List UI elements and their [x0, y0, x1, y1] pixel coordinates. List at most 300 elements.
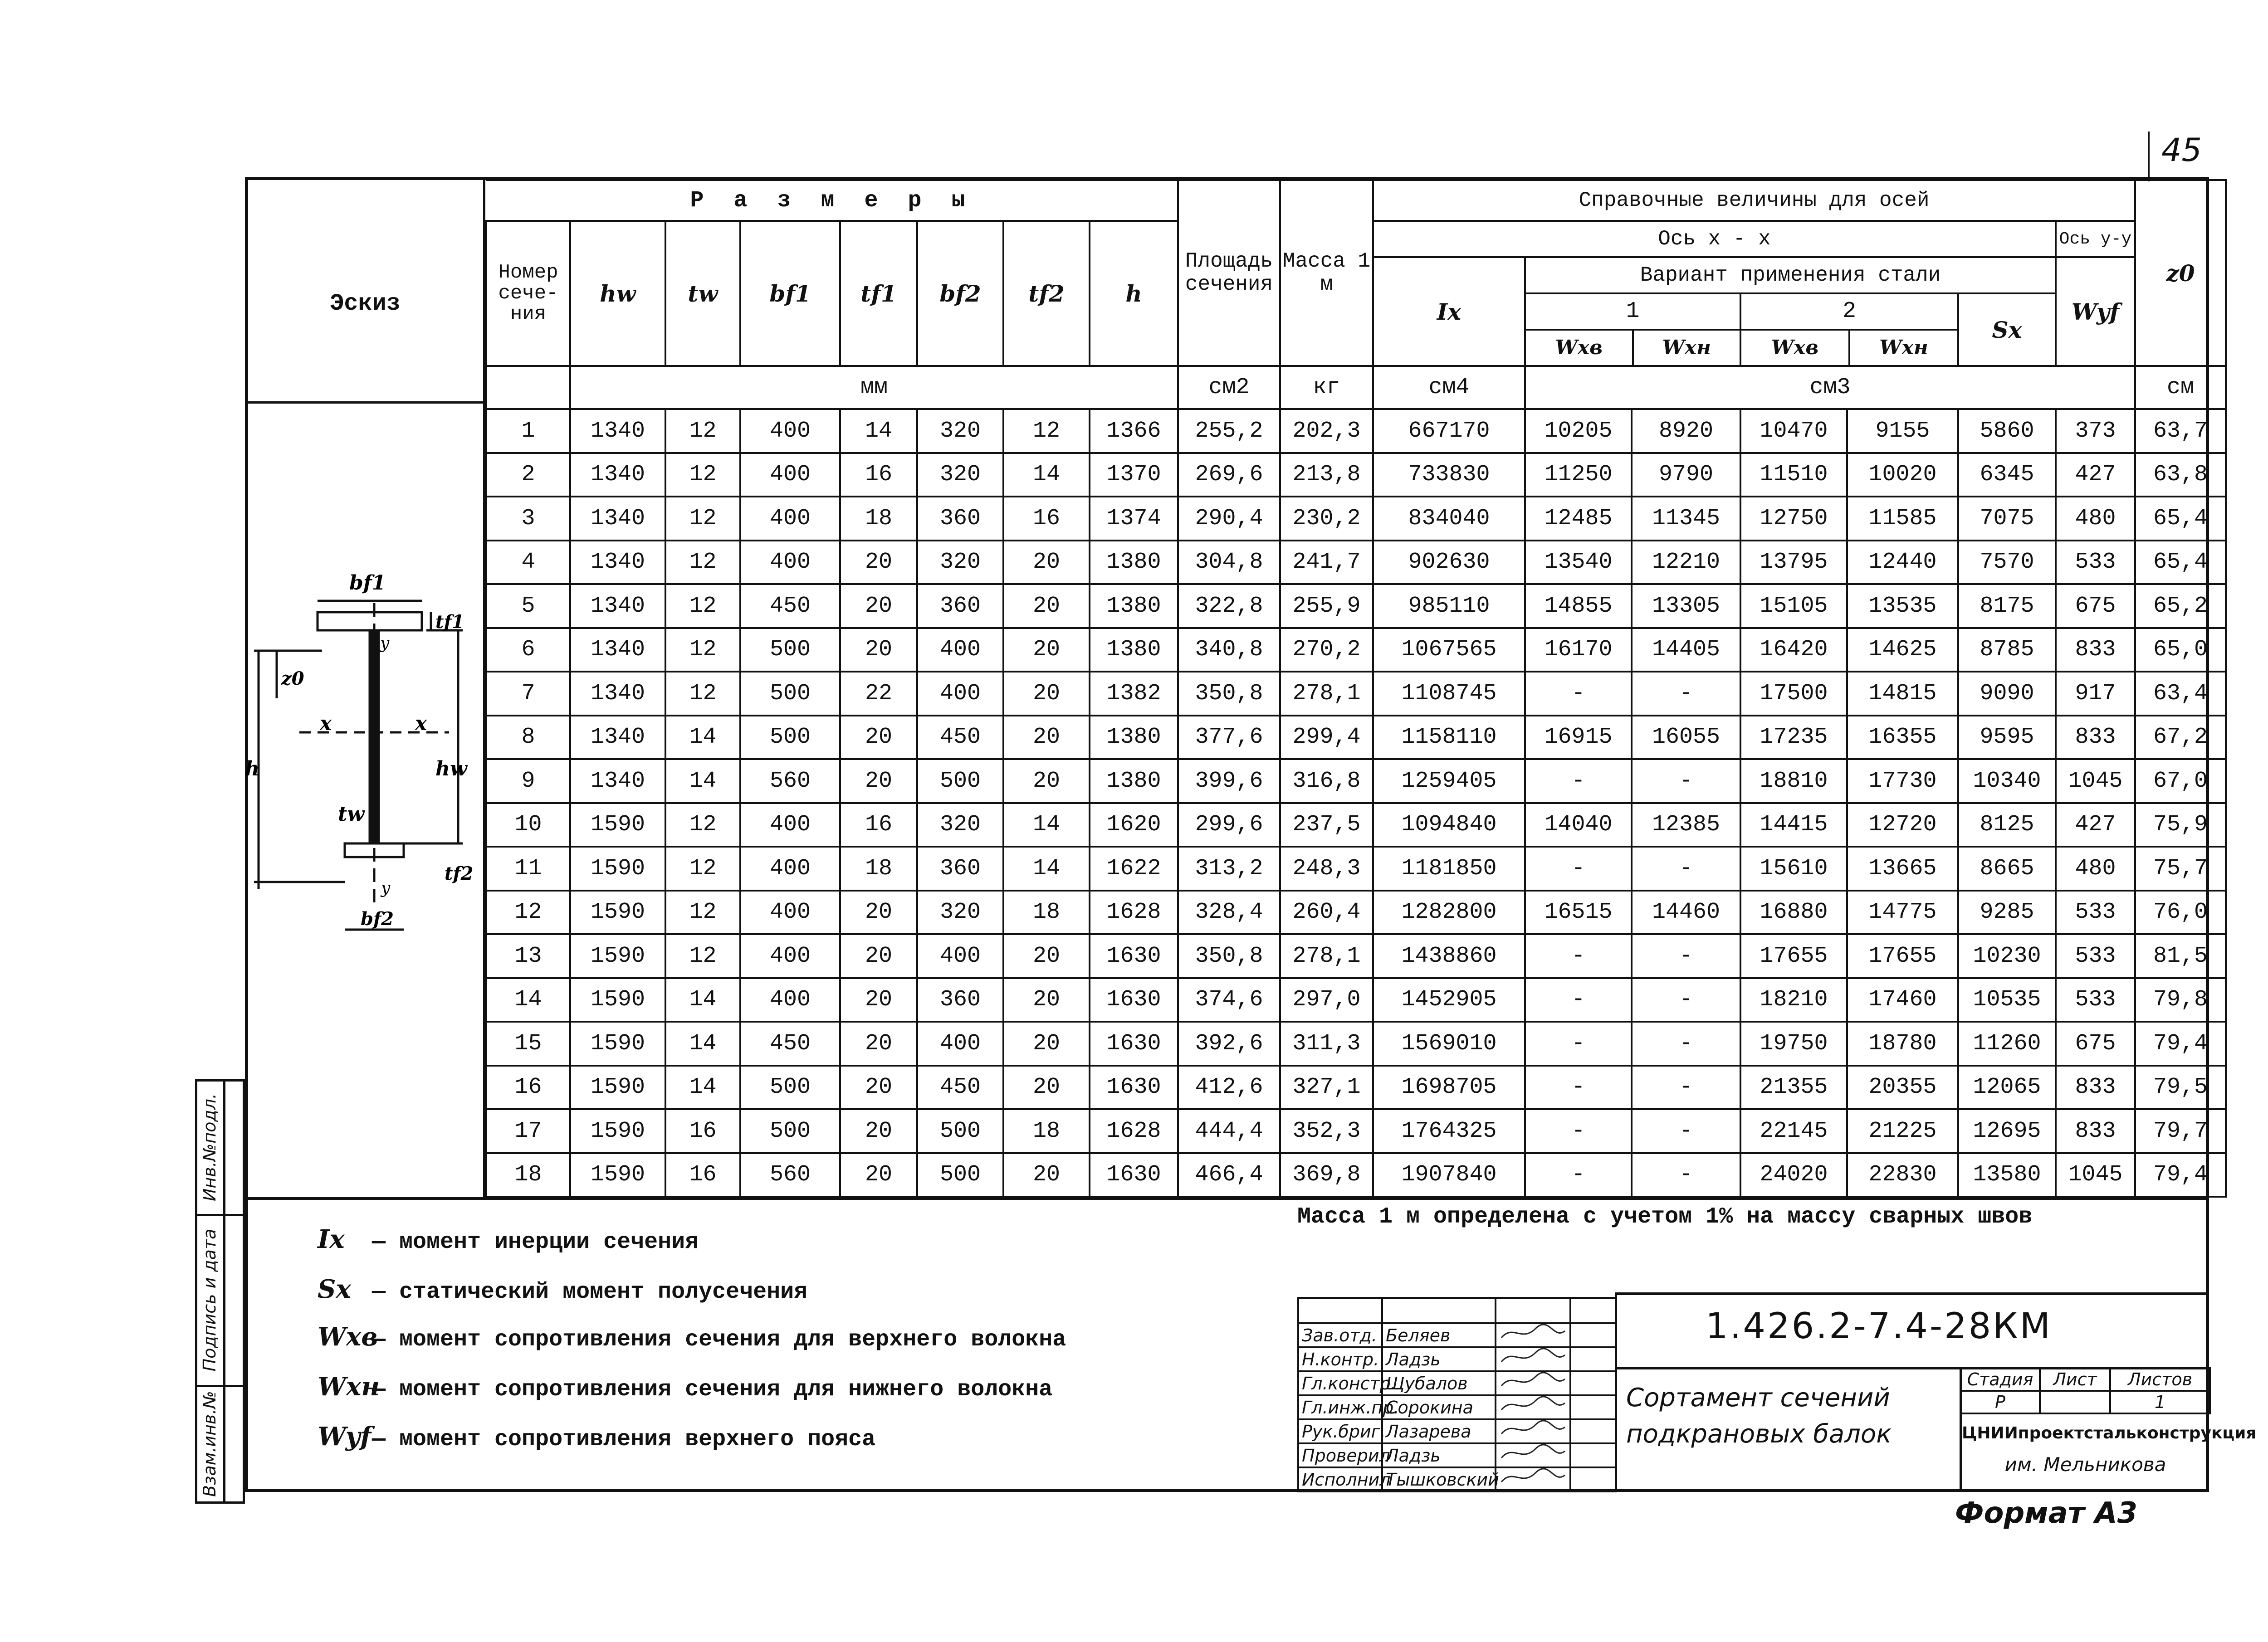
table-cell: 17655: [1740, 934, 1847, 978]
signature-row: [1298, 1347, 1616, 1371]
sections-table: [485, 179, 2227, 1198]
table-cell: 20: [840, 541, 917, 585]
table-cell: 6: [486, 628, 570, 672]
table-cell: 8175: [1958, 584, 2056, 628]
table-cell: 412,6: [1178, 1066, 1280, 1110]
table-cell: 675: [2056, 1022, 2135, 1066]
table-cell: 466,4: [1178, 1153, 1280, 1197]
table-cell: -: [1632, 759, 1740, 803]
unit-kg: кг: [1280, 366, 1373, 409]
table-cell: 1108745: [1373, 672, 1525, 716]
tf2-header: tf2: [1003, 221, 1090, 366]
sx-header: Sx: [1958, 293, 2056, 366]
table-cell: 10020: [1847, 453, 1958, 497]
unit-cm2: см2: [1178, 366, 1280, 409]
table-cell: 560: [740, 1153, 840, 1197]
table-cell: 14: [486, 978, 570, 1022]
tf1-header: tf1: [840, 221, 917, 366]
unit-cm3: см3: [1525, 366, 2135, 409]
table-cell: 1630: [1090, 934, 1178, 978]
table-cell: 14: [665, 1022, 740, 1066]
signature-mark: [1496, 1443, 1570, 1467]
table-cell: 374,6: [1178, 978, 1280, 1022]
table-cell: 352,3: [1280, 1109, 1373, 1153]
table-cell: 12: [665, 847, 740, 891]
table-cell: 20: [840, 891, 917, 935]
table-cell: 20: [840, 978, 917, 1022]
table-cell: 11510: [1740, 453, 1847, 497]
table-cell: 12210: [1632, 541, 1740, 585]
table-cell: 16: [840, 453, 917, 497]
signature-role: Проверил: [1298, 1443, 1382, 1467]
table-cell: -: [1632, 978, 1740, 1022]
sketch-label-z0: z0: [281, 668, 304, 689]
table-cell: 13535: [1847, 584, 1958, 628]
sketch-label-tw: tw: [338, 803, 365, 826]
table-cell: 255,9: [1280, 584, 1373, 628]
table-cell: 400: [740, 497, 840, 541]
table-cell: 299,6: [1178, 803, 1280, 847]
table-cell: 1590: [570, 1153, 665, 1197]
table-cell: -: [1525, 672, 1632, 716]
table-cell: 20: [840, 759, 917, 803]
tw-header: tw: [665, 221, 740, 366]
table-cell: -: [1632, 934, 1740, 978]
table-cell: 1340: [570, 672, 665, 716]
table-cell: 16170: [1525, 628, 1632, 672]
table-cell: 20: [1003, 716, 1090, 760]
table-cell: 12: [665, 584, 740, 628]
table-cell: 14: [665, 978, 740, 1022]
table-cell: 10535: [1958, 978, 2056, 1022]
table-cell: 13: [486, 934, 570, 978]
table-cell: 213,8: [1280, 453, 1373, 497]
legend-item: [318, 1322, 1066, 1353]
table-cell: 18: [840, 847, 917, 891]
table-cell: 260,4: [1280, 891, 1373, 935]
table-cell: 16515: [1525, 891, 1632, 935]
table-cell: 10230: [1958, 934, 2056, 978]
steel-variant-header: Вариант применения стали: [1525, 257, 2056, 293]
table-cell: 834040: [1373, 497, 1525, 541]
i-beam-sketch: [245, 562, 481, 970]
table-cell: 18: [486, 1153, 570, 1197]
table-cell: 20355: [1847, 1066, 1958, 1110]
legend-symbol: Ix: [318, 1224, 345, 1254]
table-cell: 18780: [1847, 1022, 1958, 1066]
table-cell: 1340: [570, 453, 665, 497]
table-cell: 12: [665, 497, 740, 541]
table-cell: 1907840: [1373, 1153, 1525, 1197]
table-cell: 76,0: [2135, 891, 2226, 935]
table-cell: 12: [665, 628, 740, 672]
table-cell: 320: [917, 409, 1003, 453]
table-cell: 327,1: [1280, 1066, 1373, 1110]
table-cell: 1259405: [1373, 759, 1525, 803]
table-cell: 833: [2056, 628, 2135, 672]
bf2-header: bf2: [917, 221, 1003, 366]
axis-xx-header: Ось x - x: [1373, 221, 2056, 257]
sketch-header: Эскиз: [329, 290, 401, 317]
table-cell: 373: [2056, 409, 2135, 453]
table-cell: 450: [740, 1022, 840, 1066]
table-cell: 12065: [1958, 1066, 2056, 1110]
table-cell: 63,4: [2135, 672, 2226, 716]
table-cell: 18: [1003, 1109, 1090, 1153]
legend-text: — статический момент полусечения: [372, 1279, 808, 1305]
table-cell: 9285: [1958, 891, 2056, 935]
table-cell: 14460: [1632, 891, 1740, 935]
table-cell: -: [1525, 1153, 1632, 1197]
table-cell: 427: [2056, 803, 2135, 847]
signature-role: Исполнил: [1298, 1467, 1382, 1491]
table-cell: 14775: [1847, 891, 1958, 935]
table-cell: 79,7: [2135, 1109, 2226, 1153]
table-cell: 14: [665, 1066, 740, 1110]
variant-2-header: 2 Wxв Wxн: [1740, 293, 1958, 366]
table-cell: 16: [1003, 497, 1090, 541]
table-cell: 9: [486, 759, 570, 803]
table-cell: 20: [840, 716, 917, 760]
table-cell: 320: [917, 891, 1003, 935]
table-cell: 322,8: [1178, 584, 1280, 628]
table-cell: 1590: [570, 934, 665, 978]
table-cell: 230,2: [1280, 497, 1373, 541]
table-cell: 16880: [1740, 891, 1847, 935]
table-cell: 79,4: [2135, 1153, 2226, 1197]
signature-mark: [1496, 1467, 1570, 1491]
table-cell: 14: [1003, 803, 1090, 847]
table-row: [486, 453, 2226, 497]
table-cell: 350,8: [1178, 934, 1280, 978]
table-cell: 19750: [1740, 1022, 1847, 1066]
table-cell: 1382: [1090, 672, 1178, 716]
table-cell: 1340: [570, 716, 665, 760]
table-cell: 12: [665, 541, 740, 585]
table-cell: 255,2: [1178, 409, 1280, 453]
table-cell: 427: [2056, 453, 2135, 497]
signature-row: [1298, 1371, 1616, 1395]
table-cell: 400: [740, 847, 840, 891]
legend-text: — момент сопротивления сечения для верхнего волокна: [372, 1327, 1066, 1353]
table-row: [486, 847, 2226, 891]
dimensions-group-header: Р а з м е р ы: [486, 180, 1178, 221]
signature-name: Лазарева: [1382, 1419, 1496, 1443]
table-cell: 17500: [1740, 672, 1847, 716]
table-cell: 500: [740, 1066, 840, 1110]
table-cell: 16420: [1740, 628, 1847, 672]
table-cell: 1630: [1090, 978, 1178, 1022]
table-cell: 833: [2056, 1109, 2135, 1153]
signature-row: [1298, 1395, 1616, 1419]
table-cell: 14: [1003, 453, 1090, 497]
table-row: [486, 584, 2226, 628]
table-row: [486, 759, 2226, 803]
table-cell: 360: [917, 847, 1003, 891]
table-cell: 1590: [570, 891, 665, 935]
table-cell: 9155: [1847, 409, 1958, 453]
table-cell: -: [1632, 1109, 1740, 1153]
table-cell: 9090: [1958, 672, 2056, 716]
area-header: Площадь сечения: [1178, 180, 1280, 366]
table-cell: 1045: [2056, 1153, 2135, 1197]
table-cell: 1438860: [1373, 934, 1525, 978]
table-cell: 14: [840, 409, 917, 453]
table-cell: 400: [740, 409, 840, 453]
signature-name: Ладзь: [1382, 1443, 1496, 1467]
table-cell: 11345: [1632, 497, 1740, 541]
table-cell: 316,8: [1280, 759, 1373, 803]
table-cell: 299,4: [1280, 716, 1373, 760]
table-cell: -: [1632, 672, 1740, 716]
mass-header: Масса 1 м: [1280, 180, 1373, 366]
table-cell: 500: [917, 1153, 1003, 1197]
table-cell: 1452905: [1373, 978, 1525, 1022]
table-cell: -: [1632, 847, 1740, 891]
table-cell: 320: [917, 803, 1003, 847]
table-cell: 400: [917, 1022, 1003, 1066]
signature-row: [1298, 1419, 1616, 1443]
table-cell: 12750: [1740, 497, 1847, 541]
legend-item: [318, 1422, 875, 1452]
table-cell: 75,9: [2135, 803, 2226, 847]
signature-name: Тышковский: [1382, 1467, 1496, 1491]
table-cell: 14040: [1525, 803, 1632, 847]
table-cell: 14: [1003, 847, 1090, 891]
table-row: [486, 1153, 2226, 1197]
table-cell: 500: [917, 759, 1003, 803]
table-cell: 400: [740, 803, 840, 847]
sketch-label-x-left: x: [320, 712, 332, 735]
axis-yy-header: Ось у-у: [2056, 221, 2135, 257]
table-cell: 400: [917, 934, 1003, 978]
table-cell: 15610: [1740, 847, 1847, 891]
table-cell: 7075: [1958, 497, 2056, 541]
table-cell: 21355: [1740, 1066, 1847, 1110]
table-cell: 500: [740, 628, 840, 672]
table-cell: 20: [1003, 934, 1090, 978]
section-number-header: Номер сече- ния: [486, 221, 570, 366]
table-cell: 1630: [1090, 1153, 1178, 1197]
stage-value: Р: [1960, 1391, 2040, 1413]
signature-role: Гл.инж.пр.: [1298, 1395, 1382, 1419]
table-cell: 304,8: [1178, 541, 1280, 585]
table-cell: -: [1632, 1066, 1740, 1110]
signature-name: Сорокина: [1382, 1395, 1496, 1419]
table-cell: 15105: [1740, 584, 1847, 628]
table-cell: 1380: [1090, 541, 1178, 585]
table-cell: 12440: [1847, 541, 1958, 585]
table-cell: 11260: [1958, 1022, 2056, 1066]
table-cell: 11250: [1525, 453, 1632, 497]
table-cell: 67,0: [2135, 759, 2226, 803]
table-cell: 1: [486, 409, 570, 453]
table-cell: 79,4: [2135, 1022, 2226, 1066]
signature-row: [1298, 1467, 1616, 1491]
table-cell: 20: [1003, 1022, 1090, 1066]
sketch-label-bf1: bf1: [349, 571, 386, 594]
table-cell: 20: [840, 1066, 917, 1110]
table-cell: 14: [665, 759, 740, 803]
table-cell: 20: [1003, 672, 1090, 716]
table-cell: 1620: [1090, 803, 1178, 847]
table-cell: 377,6: [1178, 716, 1280, 760]
table-cell: 17235: [1740, 716, 1847, 760]
ix-header: Ix: [1373, 257, 1525, 366]
table-cell: 12: [665, 803, 740, 847]
legend-symbol: Wxв: [318, 1322, 378, 1352]
signature-role: Н.контр.: [1298, 1347, 1382, 1371]
table-cell: 20: [1003, 978, 1090, 1022]
table-cell: 17730: [1847, 759, 1958, 803]
table-cell: 12720: [1847, 803, 1958, 847]
table-cell: 1698705: [1373, 1066, 1525, 1110]
table-row: [486, 672, 2226, 716]
organization-line-1: ЦНИИпроектстальконструкция: [1962, 1424, 2257, 1442]
table-row: [486, 716, 2226, 760]
table-cell: 328,4: [1178, 891, 1280, 935]
table-cell: 1590: [570, 978, 665, 1022]
variant-1-header: 1 Wxв Wxн: [1525, 293, 1740, 366]
table-cell: 1366: [1090, 409, 1178, 453]
table-cell: 65,2: [2135, 584, 2226, 628]
table-row: [486, 541, 2226, 585]
sheets-value: 1: [2110, 1391, 2210, 1413]
table-cell: 400: [740, 934, 840, 978]
table-cell: 1340: [570, 584, 665, 628]
table-cell: 444,4: [1178, 1109, 1280, 1153]
table-cell: 311,3: [1280, 1022, 1373, 1066]
signature-row: [1298, 1443, 1616, 1467]
table-cell: 833: [2056, 1066, 2135, 1110]
signature-role: Рук.бриг.: [1298, 1419, 1382, 1443]
table-cell: 400: [917, 628, 1003, 672]
table-cell: 278,1: [1280, 672, 1373, 716]
table-cell: 1590: [570, 847, 665, 891]
title-line-2: подкрановых балок: [1626, 1419, 1892, 1449]
wyf-header: Wyf: [2056, 257, 2135, 366]
table-cell: 12: [665, 409, 740, 453]
table-cell: 14415: [1740, 803, 1847, 847]
table-cell: 8665: [1958, 847, 2056, 891]
table-cell: 500: [740, 1109, 840, 1153]
table-cell: 7570: [1958, 541, 2056, 585]
table-cell: 270,2: [1280, 628, 1373, 672]
table-cell: 1622: [1090, 847, 1178, 891]
table-cell: 5: [486, 584, 570, 628]
table-cell: 1094840: [1373, 803, 1525, 847]
sketch-label-hw: hw: [435, 757, 467, 780]
table-cell: 241,7: [1280, 541, 1373, 585]
table-cell: 733830: [1373, 453, 1525, 497]
table-cell: 7: [486, 672, 570, 716]
table-cell: 65,0: [2135, 628, 2226, 672]
table-cell: 79,8: [2135, 978, 2226, 1022]
unit-cm4: см4: [1373, 366, 1525, 409]
table-cell: 1045: [2056, 759, 2135, 803]
table-cell: 16915: [1525, 716, 1632, 760]
table-cell: 10205: [1525, 409, 1632, 453]
bf1-header: bf1: [740, 221, 840, 366]
table-cell: 20: [840, 1022, 917, 1066]
table-cell: 12385: [1632, 803, 1740, 847]
table-cell: 1158110: [1373, 716, 1525, 760]
table-cell: 20: [840, 934, 917, 978]
sketch-label-h: h: [245, 757, 259, 780]
table-cell: 63,7: [2135, 409, 2226, 453]
table-row: [486, 1109, 2226, 1153]
organization-line-2: им. Мельникова: [2004, 1453, 2166, 1476]
legend-symbol: Wyf: [318, 1422, 371, 1452]
table-cell: 65,4: [2135, 541, 2226, 585]
signature-name: Щубалов: [1382, 1371, 1496, 1395]
table-cell: 1340: [570, 541, 665, 585]
sketch-label-y-bottom: y: [381, 879, 391, 897]
table-cell: 22830: [1847, 1153, 1958, 1197]
table-cell: 360: [917, 978, 1003, 1022]
table-cell: 12695: [1958, 1109, 2056, 1153]
table-cell: 675: [2056, 584, 2135, 628]
table-cell: 20: [1003, 541, 1090, 585]
table-cell: 1380: [1090, 759, 1178, 803]
table-cell: 65,4: [2135, 497, 2226, 541]
table-cell: 12: [1003, 409, 1090, 453]
table-cell: 11: [486, 847, 570, 891]
table-cell: 13580: [1958, 1153, 2056, 1197]
table-row: [486, 891, 2226, 935]
table-cell: 248,3: [1280, 847, 1373, 891]
signature-mark: [1496, 1371, 1570, 1395]
table-cell: 10: [486, 803, 570, 847]
table-cell: 20: [1003, 759, 1090, 803]
table-cell: 8920: [1632, 409, 1740, 453]
table-cell: 269,6: [1178, 453, 1280, 497]
legend-symbol: Wxн: [318, 1372, 380, 1402]
table-cell: 500: [917, 1109, 1003, 1153]
sketch-label-y-top: y: [380, 634, 390, 653]
table-cell: 18: [1003, 891, 1090, 935]
sketch-label-bf2: bf2: [361, 908, 394, 930]
table-cell: 278,1: [1280, 934, 1373, 978]
table-cell: 16: [486, 1066, 570, 1110]
table-cell: 360: [917, 497, 1003, 541]
format-label: Формат А3: [1955, 1496, 2138, 1530]
table-cell: 202,3: [1280, 409, 1373, 453]
table-cell: 1628: [1090, 1109, 1178, 1153]
table-cell: 1380: [1090, 584, 1178, 628]
table-cell: 1628: [1090, 891, 1178, 935]
table-cell: -: [1632, 1022, 1740, 1066]
table-cell: 13305: [1632, 584, 1740, 628]
table-cell: 20: [840, 628, 917, 672]
table-cell: 1340: [570, 628, 665, 672]
table-cell: 1380: [1090, 628, 1178, 672]
table-cell: 18210: [1740, 978, 1847, 1022]
table-cell: 4: [486, 541, 570, 585]
signature-mark: [1496, 1419, 1570, 1443]
table-cell: 18: [840, 497, 917, 541]
table-cell: 450: [917, 716, 1003, 760]
table-cell: 9790: [1632, 453, 1740, 497]
table-cell: 8125: [1958, 803, 2056, 847]
document-code: 1.426.2-7.4-28КМ: [1706, 1306, 2052, 1347]
table-cell: 450: [917, 1066, 1003, 1110]
table-cell: 1764325: [1373, 1109, 1525, 1153]
table-cell: 400: [740, 891, 840, 935]
table-row: [486, 497, 2226, 541]
table-row: [486, 934, 2226, 978]
table-cell: 360: [917, 584, 1003, 628]
